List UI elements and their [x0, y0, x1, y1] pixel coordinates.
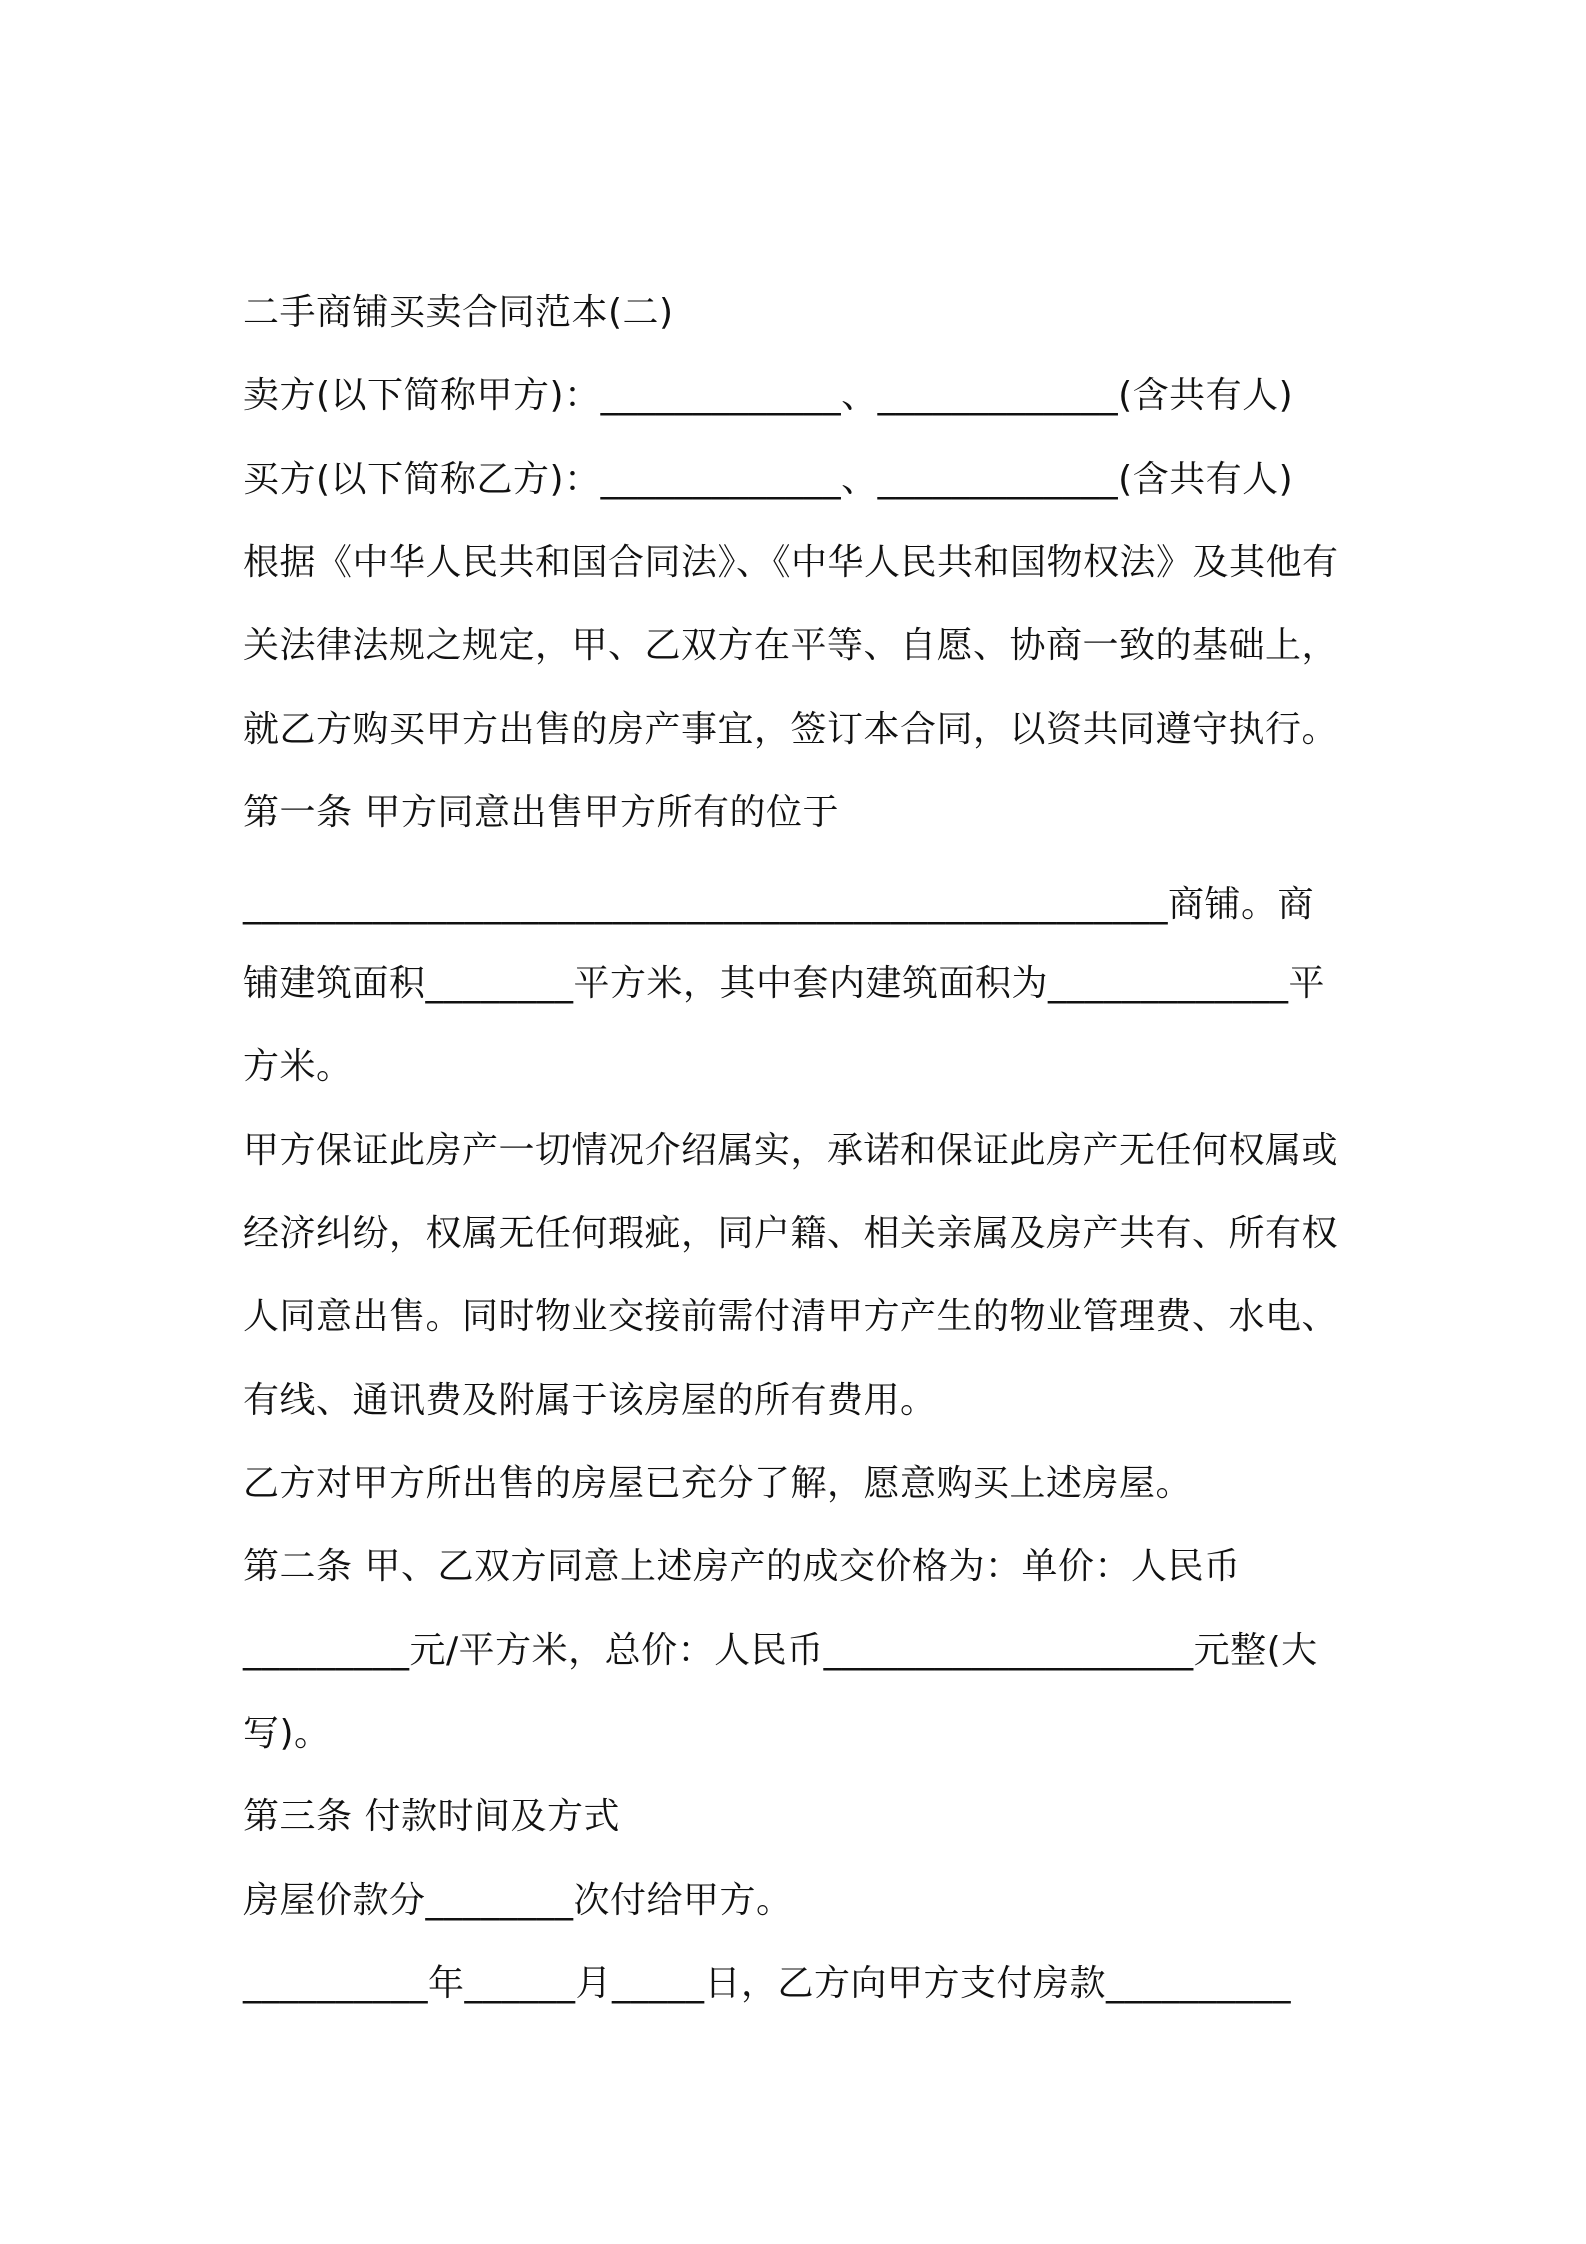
article-3-heading: 第三条 付款时间及方式	[243, 1796, 620, 1837]
article-1-line-3: 方米。	[243, 1046, 353, 1087]
preamble-line-2: 关法律法规之规定，甲、乙双方在平等、自愿、协商一致的基础上，	[243, 625, 1339, 666]
payment-installments: 房屋价款分________次付给甲方。	[243, 1880, 793, 1921]
seller-line: 卖方(以下简称甲方)：_____________、_____________(含共有人)	[243, 375, 1294, 416]
buyer-acknowledgement: 乙方对甲方所出售的房屋已充分了解，愿意购买上述房屋。	[243, 1463, 1193, 1504]
article-1-heading: 第一条 甲方同意出售甲方所有的位于	[243, 792, 839, 833]
guarantee-line-4: 有线、通讯费及附属于该房屋的所有费用。	[243, 1380, 937, 1421]
article-2-line-3: 写)。	[243, 1713, 331, 1754]
article-2-line-1: 第二条 甲、乙双方同意上述房产的成交价格为：单价：人民币	[243, 1546, 1241, 1587]
guarantee-line-2: 经济纠纷，权属无任何瑕疵，同户籍、相关亲属及房产共有、所有权	[243, 1213, 1339, 1254]
article-1-line-2: 铺建筑面积________平方米，其中套内建筑面积为_____________平	[243, 963, 1326, 1004]
payment-schedule-line: __________年______月_____日，乙方向甲方支付房款__________	[243, 1963, 1292, 2004]
preamble-line-1: 根据《中华人民共和国合同法》、《中华人民共和国物权法》及其他有	[243, 542, 1339, 583]
guarantee-line-1: 甲方保证此房产一切情况介绍属实，承诺和保证此房产无任何权属或	[243, 1130, 1339, 1171]
article-1-line-1: __________________________________________________商铺。商	[243, 884, 1314, 925]
document-title: 二手商铺买卖合同范本(二)	[243, 292, 674, 333]
guarantee-line-3: 人同意出售。同时物业交接前需付清甲方产生的物业管理费、水电、	[243, 1296, 1339, 1337]
article-2-line-2: _________元/平方米，总价：人民币____________________元整(大	[243, 1630, 1318, 1671]
preamble-line-3: 就乙方购买甲方出售的房产事宜，签订本合同，以资共同遵守执行。	[243, 709, 1339, 750]
buyer-line: 买方(以下简称乙方)：_____________、_____________(含共有人)	[243, 459, 1294, 500]
